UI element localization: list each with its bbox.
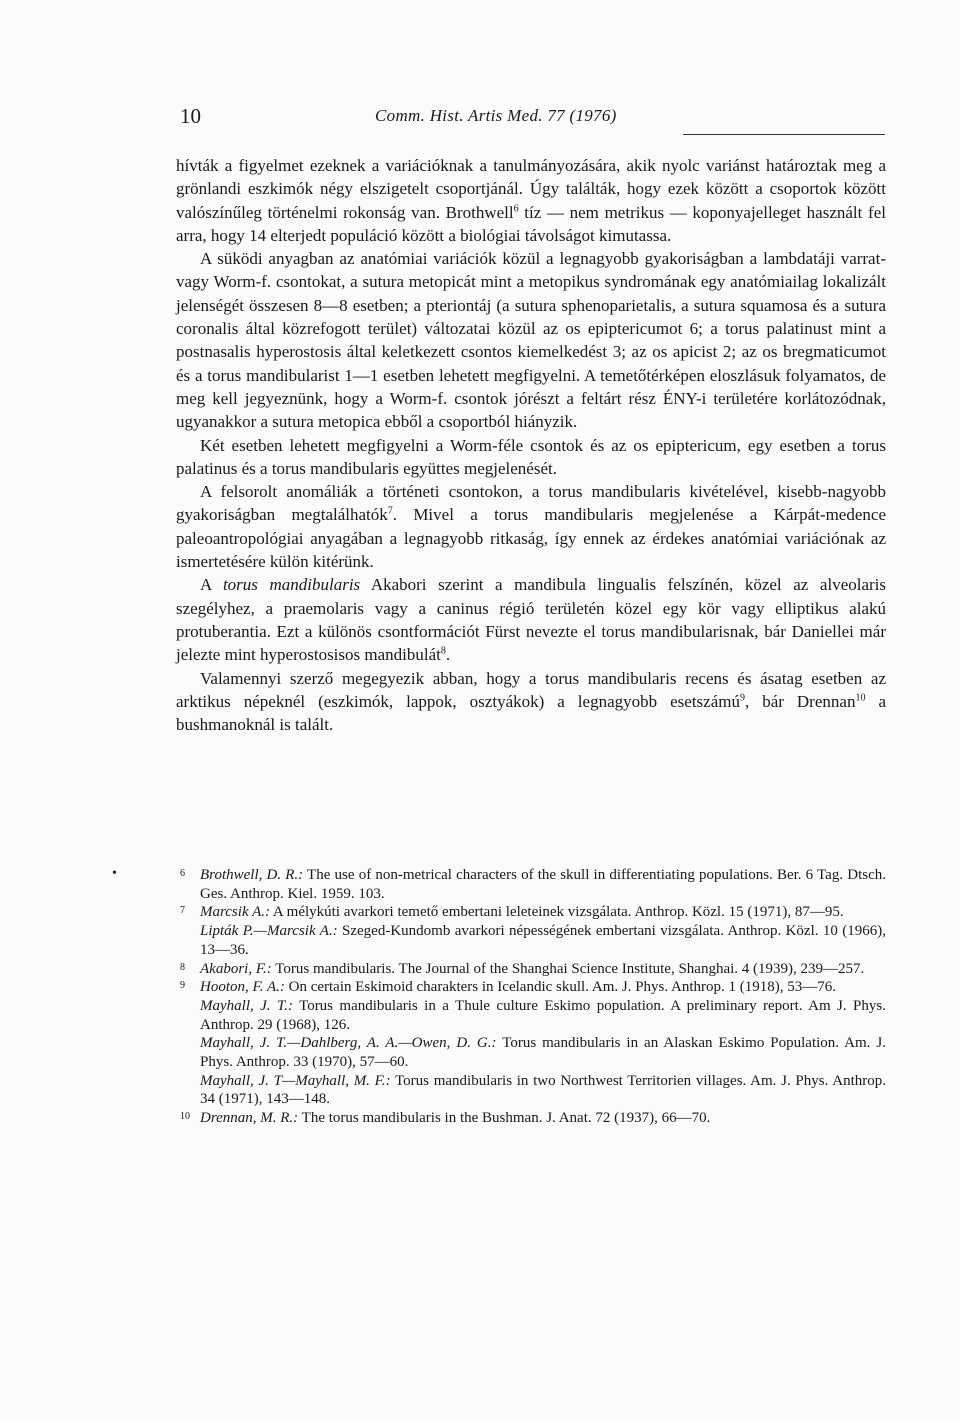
paragraph-6 bbox=[176, 667, 886, 737]
footnote-text: On certain Eskimoid charakters in Icelandic skull. Am. J. Phys. Anthrop. 1 (1918), 53—76. bbox=[284, 979, 837, 996]
footnote-author: Drennan, M. R.: bbox=[200, 1110, 299, 1127]
paragraph-2: A süködi anyagban az anatómiai variációk közül a legnagyobb gyakoriságban a lambdatáji varrat- vagy Worm-f. csontokat, a sutura metopicát mint a metopikus syndromának egy anatómiailag lokalizált jelenségét összesen 8—8 esetben; a pteriontáj (a sutura sphenoparietalis, a sutura squamosa és a sutura coronalis által közrefogott terület) változatai közül az os epiptericumot 6; a torus palatinust mint a postnasalis hyperostosis által keletkezett csontos kiemelkedést 3; az os apicist 2; az os bregmaticumot és a torus mandibularist 1—1 esetben lehetett megfigyelni. A temetőtérképen eloszlásuk folyamatos, de meg kell jegyeznünk, hogy a Worm-f. csontok jórészt a feltárt rész ÉNY-i területére korlátozódnak, ugyanakkor a sutura metopica ebből a csoportból hiányzik. bbox=[176, 249, 886, 432]
paragraph-1-text: hívták a figyelmet ezeknek a variációknak a tanulmányozására, akik nyolc variánst határoztak meg a grönlandi eszkimók négy elszigetelt csoportjánál. Úgy találták, hogy ezek között a csoportok között valószínűleg történelmi rokonság van. Brothwell bbox=[176, 156, 886, 222]
footnote-ref: 6 bbox=[513, 202, 519, 214]
margin-dot: • bbox=[112, 866, 117, 881]
term-italic: torus mandibularis bbox=[222, 575, 361, 595]
footnote bbox=[176, 866, 886, 903]
journal-running-head: Comm. Hist. Artis Med. 77 (1976) bbox=[375, 106, 617, 125]
footnote-author: Mayhall, J. T—Mayhall, M. F.: bbox=[200, 1072, 391, 1089]
footnote-author: Akabori, F.: bbox=[200, 960, 272, 977]
footnote-author: Marcsik A.: bbox=[200, 904, 270, 921]
footnote-text: Szeged-Kundomb avarkori népességének embertani vizsgálata. Anthrop. Közl. 10 (1966), 13—36. bbox=[200, 923, 886, 958]
footnote-ref: 10 bbox=[855, 692, 866, 704]
footnote-mark: 7 bbox=[180, 905, 185, 917]
footnote bbox=[176, 1072, 886, 1109]
footnote-text: The use of non-metrical characters of the skull in differentiating populations. Ber. 6 Tag. Dtsch. Ges. Anthrop. Kiel. 1959. 103. bbox=[200, 867, 886, 902]
footnote-author: Mayhall, J. T.: bbox=[200, 997, 293, 1014]
page-number: 10 bbox=[180, 104, 201, 128]
paragraph-6-tail: a bushmanoknál is talált. bbox=[176, 691, 886, 735]
footnote-author: Lipták P.—Marcsik A.: bbox=[200, 923, 338, 940]
paragraph-1-tail: tíz — nem metrikus — koponyajelleget használt fel arra, hogy 14 elterjedt populáció között a biológiai távolságot kimutassa. bbox=[176, 202, 886, 245]
footnote bbox=[176, 903, 886, 922]
footnote-text: The torus mandibularis in the Bushman. J. Anat. 72 (1937), 66—70. bbox=[298, 1110, 711, 1127]
footnote bbox=[176, 960, 886, 979]
footnote-ref: 9 bbox=[739, 692, 745, 704]
footnote bbox=[176, 997, 886, 1034]
footnote-mark: 10 bbox=[180, 1111, 190, 1123]
footnote-text: Torus mandibularis in an Alaskan Eskimo Population. Am. J. Phys. Anthrop. 33 (1970), 57—60. bbox=[200, 1035, 886, 1071]
paragraph-4-text: A felsorolt anomáliák a történeti csontokon, a torus mandibularis kivételével, kisebb-nagyobb gyakoriságban megtalálhatók bbox=[176, 482, 886, 525]
paragraph-5-tail: . bbox=[445, 645, 451, 665]
footnote bbox=[176, 922, 886, 959]
footnotes bbox=[176, 866, 886, 1128]
footnote-mark: 6 bbox=[180, 868, 185, 879]
body-text bbox=[176, 154, 886, 736]
paragraph-5 bbox=[176, 573, 886, 666]
footnote-author: Mayhall, J. T.—Dahlberg, A. A.—Owen, D. G.: bbox=[200, 1035, 497, 1052]
header-rule bbox=[683, 134, 885, 135]
paragraph-6-mid: , bár Drennan bbox=[744, 691, 856, 711]
paragraph-5-text: Akabori szerint a mandibula lingualis felszínén, közel az alveolaris szegélyhez, a praemolaris vagy a caninus régió területén közel egy kör vagy elliptikus alakú protuberantia. Ezt a különös csontformációt Fürst nevezte el torus mandibularisnak, bár Daniellei már jelezte mint hyperostosisos mandibulát bbox=[176, 575, 887, 665]
paragraph-4-tail: . Mivel a torus mandibularis megjelenése a Kárpát-medence paleoantropológiai anyagában a legnagyobb ritkaság, így ennek az érdekes anatómiai variációnak az ismertetésére külön kitérünk. bbox=[176, 505, 886, 572]
footnote bbox=[176, 1109, 886, 1128]
footnote bbox=[176, 978, 886, 997]
paragraph-1 bbox=[176, 154, 886, 247]
footnote-text: A mélykúti avarkori temető embertani leleteinek vizsgálata. Anthrop. Közl. 15 (1971), 87—95. bbox=[269, 904, 844, 921]
paragraph-5-lead: A bbox=[200, 575, 223, 595]
footnote-author: Hooton, F. A.: bbox=[200, 979, 285, 996]
footnote-ref: 7 bbox=[387, 505, 393, 517]
footnote bbox=[176, 1034, 886, 1071]
footnote-text: Torus mandibularis in two Northwest Territorien villages. Am. J. Phys. Anthrop. 34 (1971), 143—148. bbox=[200, 1072, 886, 1108]
footnote-mark: 8 bbox=[180, 961, 185, 973]
page-header bbox=[180, 104, 885, 134]
paragraph-3: Két esetben lehetett megfigyelni a Worm-féle csontok és az os epiptericum, egy esetben a torus palatinus és a torus mandibularis együttes megjelenését. bbox=[176, 435, 886, 478]
paragraph-4 bbox=[176, 480, 886, 573]
footnote-text: Torus mandibularis in a Thule culture Eskimo population. A preliminary report. Am J. Phys. Anthrop. 29 (1968), 126. bbox=[200, 997, 886, 1033]
footnote-mark: 9 bbox=[180, 980, 185, 992]
footnote-text: Torus mandibularis. The Journal of the Shanghai Science Institute, Shanghai. 4 (1939), 239—257. bbox=[271, 960, 865, 977]
footnote-author: Brothwell, D. R.: bbox=[200, 867, 304, 883]
footnote-ref: 8 bbox=[440, 645, 446, 657]
paragraph-6-text: Valamennyi szerző megegyezik abban, hogy a torus mandibularis recens és ásatag esetben az arktikus népeknél (eszkimók, lappok, osztyákok) a legnagyobb esetszámú bbox=[176, 668, 886, 711]
